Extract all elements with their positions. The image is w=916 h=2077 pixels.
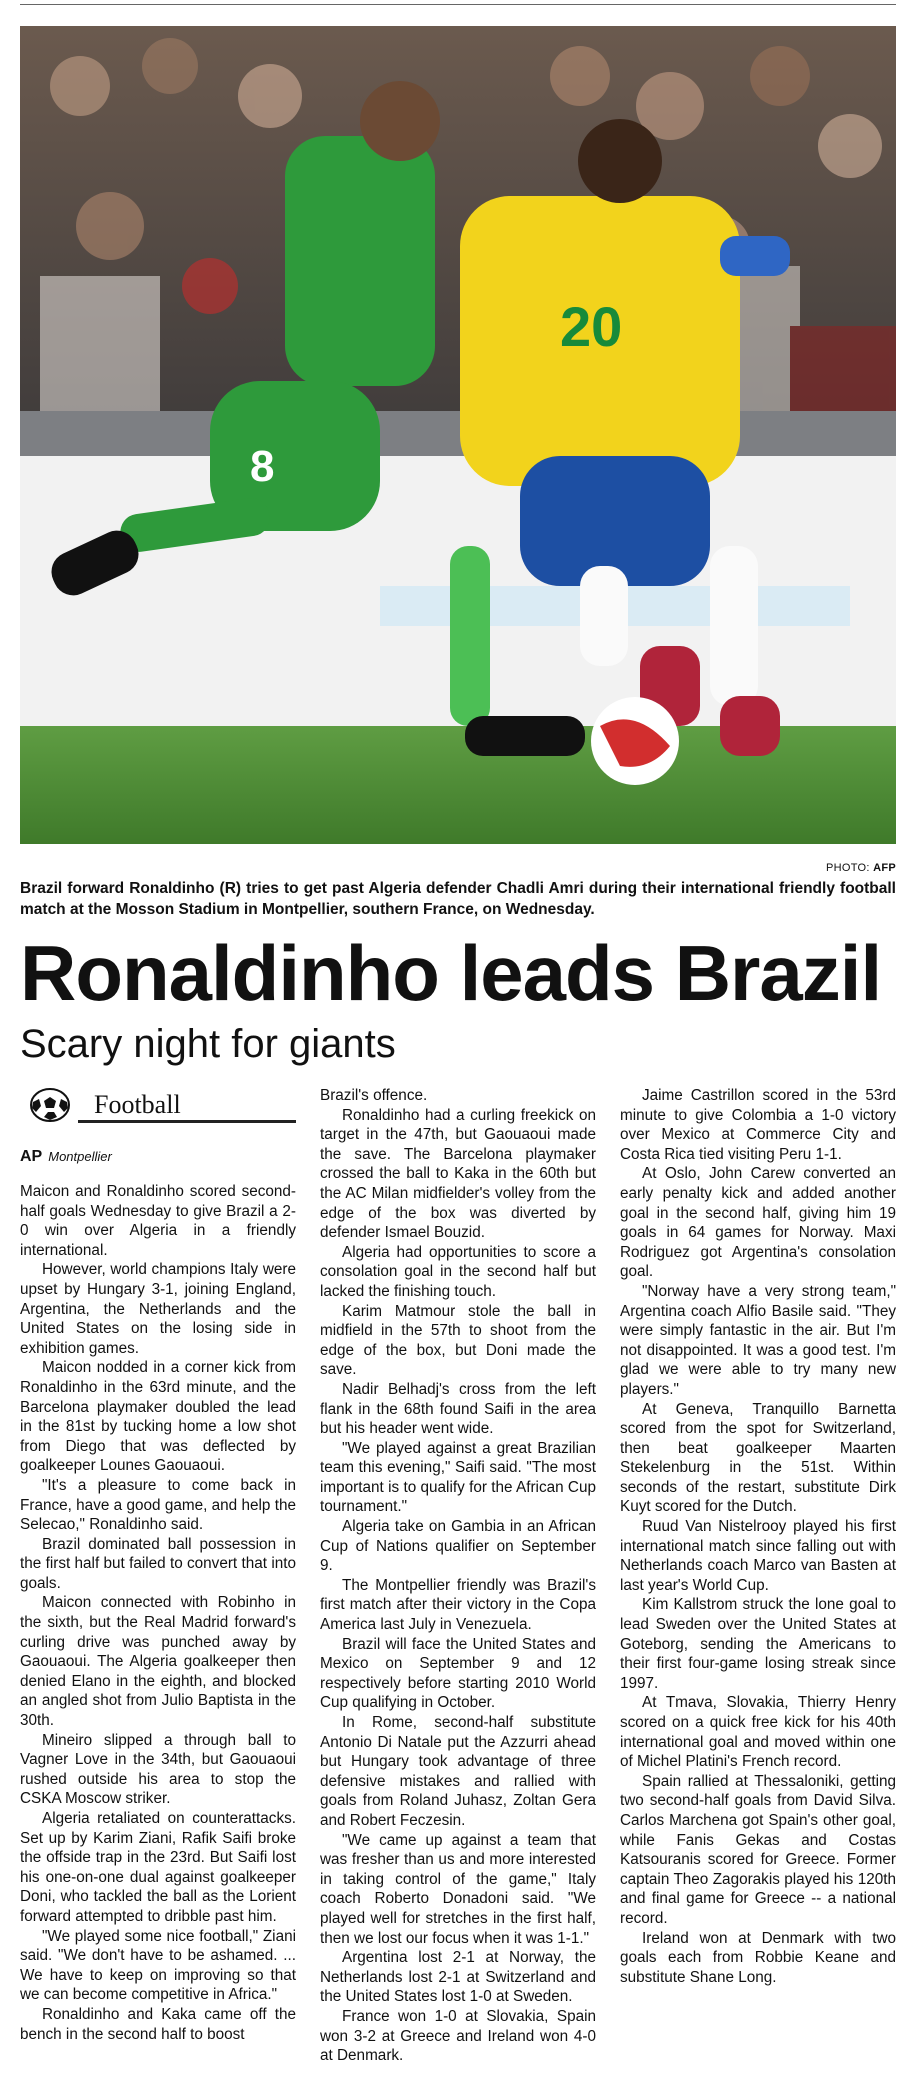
article-paragraph: Ireland won at Denmark with two goals each from Robbie Keane and substitute Shane Long. bbox=[620, 1929, 896, 1986]
article-paragraph: However, world champions Italy were upset by Hungary 3-1, joining England, Argentina, the Netherlands and the United States on the losing side in exhibition games. bbox=[20, 1261, 296, 1357]
photo-credit-label: PHOTO: bbox=[825, 862, 870, 874]
article-paragraph: The Montpellier friendly was Brazil's first match after their victory in the Copa America last July in Venezuela. bbox=[320, 1576, 596, 1634]
subheadline: Scary night for giants bbox=[20, 1022, 396, 1066]
article-paragraph: Mineiro slipped a through ball to Vagner Love in the 34th, but Gaouaoui rushed outside his area to stop the CSKA Moscow striker. bbox=[20, 1731, 296, 1808]
article-paragraph: Ronaldinho and Kaka came off the bench in the second half to boost bbox=[20, 2005, 296, 2043]
article-paragraph: Algeria had opportunities to score a consolation goal in the second half but lacked the finishing touch. bbox=[320, 1243, 596, 1300]
article-paragraph: "We played against a great Brazilian team this evening," Saifi said. "The most important is to qualify for the African Cup tournament." bbox=[320, 1439, 596, 1516]
article-paragraph: Algeria take on Gambia in an African Cup of Nations qualifier on September 9. bbox=[320, 1518, 596, 1575]
article-paragraph: Brazil will face the United States and Mexico on September 9 and 12 respectively before starting 2010 World Cup qualifying in October. bbox=[320, 1635, 596, 1712]
article-column-1 bbox=[20, 1182, 296, 2044]
article-paragraph: Maicon nodded in a corner kick from Ronaldinho in the 63rd minute, and the Barcelona playmaker doubled the lead in the 81st by tucking home a low shot from Diego that was deflected by goalkeeper Lounes Gaouaoui. bbox=[20, 1359, 296, 1475]
byline-location: Montpellier bbox=[48, 1149, 112, 1164]
article-paragraph: Karim Matmour stole the ball in midfield in the 57th to shoot from the edge of the box, but Doni made the save. bbox=[320, 1302, 596, 1379]
article-paragraph: Nadir Belhadj's cross from the left flank in the 68th found Saifi in the area but his header went wide. bbox=[320, 1380, 596, 1438]
article-paragraph: Ruud Van Nistelrooy played his first international match since falling out with Netherlands coach Marco van Basten at last year's World Cup. bbox=[620, 1518, 896, 1594]
article-paragraph: Algeria retaliated on counterattacks. Set up by Karim Ziani, Rafik Saifi broke the offside trap in the 23rd. But Saifi lost his one-on-one dual against goalkeeper Doni, who tackled the ball as the Lorient forward attempted to dribble past him. bbox=[20, 1810, 296, 1925]
article-paragraph: In Rome, second-half substitute Antonio Di Natale put the Azzurri ahead but Hungary took advantage of three defensive mistakes and rallied with goals from Roland Juhasz, Zoltan Gera and Robert Feczesin. bbox=[320, 1714, 596, 1829]
article-paragraph: Brazil dominated ball possession in the first half but failed to convert that into goals. bbox=[20, 1535, 296, 1592]
article-paragraph: France won 1-0 at Slovakia, Spain won 3-2 at Greece and Ireland won 4-0 at Denmark. bbox=[320, 2007, 596, 2065]
headline: Ronaldinho leads Brazil bbox=[20, 929, 882, 1017]
article-paragraph: Jaime Castrillon scored in the 53rd minute to give Colombia a 1-0 victory over Mexico at Commerce City and Costa Rica tied visiting Peru 1-1. bbox=[620, 1087, 896, 1163]
top-rule bbox=[20, 4, 896, 5]
photo-credit bbox=[826, 862, 896, 874]
photo-credit-source: AFP bbox=[873, 862, 896, 874]
photo-caption: Brazil forward Ronaldinho (R) tries to get past Algeria defender Chadli Amri during their international friendly football match at the Mosson Stadium in Montpellier, southern France, on Wednesday. bbox=[20, 880, 896, 918]
article-paragraph: At Tmava, Slovakia, Thierry Henry scored on a quick free kick for his 40th international goal and moved within one of Michel Platini's French record. bbox=[620, 1694, 896, 1771]
article-paragraph: At Oslo, John Carew converted an early penalty kick and added another goal in the second half, giving him 19 goals in 64 games for Norway. Maxi Rodriguez got Argentina's consolation goal. bbox=[620, 1165, 896, 1281]
article-paragraph: Ronaldinho had a curling freekick on target in the 47th, but Gaouaoui made the save. The Barcelona playmaker crossed the ball to Kaka in the 60th but the AC Milan midfielder's volley from the edge of the box was diverted by defender Ismael Bouzid. bbox=[320, 1106, 596, 1242]
article-paragraph: "Norway have a very strong team," Argentina coach Alfio Basile said. "They were simply fantastic in the air. But I'm not disappointed. It was a good test. I'm glad we were able to try many new players." bbox=[620, 1282, 896, 1398]
section-tag-label: Football bbox=[94, 1090, 181, 1119]
article-paragraph: At Geneva, Tranquillo Barnetta scored from the spot for Switzerland, then beat goalkeeper Maarten Stekelenburg in the 51st. Within seconds of the restart, substitute Dirk Kuyt scored for the Dutch. bbox=[620, 1400, 896, 1516]
section-tag-rule bbox=[78, 1120, 296, 1123]
article-paragraph: Argentina lost 2-1 at Norway, the Netherlands lost 2-1 at Switzerland and the United States lost 1-0 at Sweden. bbox=[320, 1949, 596, 2006]
section-tag bbox=[20, 1084, 296, 1126]
article-paragraph: Maicon connected with Robinho in the sixth, but the Real Madrid forward's curling drive was punched away by Gaouaoui. The Algeria goalkeeper then denied Elano in the eighth, and blocked an angled shot from Julio Baptista in the 30th. bbox=[20, 1594, 296, 1730]
match-photo-illustration bbox=[20, 26, 896, 844]
article-paragraph: Brazil's offence. bbox=[320, 1087, 428, 1104]
match-photo bbox=[20, 26, 896, 844]
article-paragraph: "We played some nice football," Ziani said. "We don't have to be ashamed. ... We have to keep on improving so that we can become competitive in Africa." bbox=[20, 1927, 296, 2004]
byline bbox=[20, 1148, 112, 1166]
article-paragraph: Maicon and Ronaldinho scored second-half goals Wednesday to give Brazil a 2-0 win over Algeria in a friendly international. bbox=[20, 1183, 296, 1259]
player-right-number: 20 bbox=[560, 295, 623, 358]
player-left-number: 8 bbox=[250, 442, 275, 491]
article-column-2 bbox=[320, 1086, 596, 2066]
article-paragraph: Spain rallied at Thessaloniki, getting two second-half goals from David Silva. Carlos Marchena got Spain's other goal, while Fanis Gekas and Costas Katsouranis scored for Greece. Former captain Theo Zagorakis played his 120th and final game for Greece -- a national record. bbox=[620, 1772, 896, 1927]
article-column-3 bbox=[620, 1086, 896, 1987]
byline-agency: AP bbox=[20, 1148, 43, 1165]
article-paragraph: Kim Kallstrom struck the lone goal to lead Sweden over the United States at Goteborg, sending the Americans to their first four-game losing streak since 1997. bbox=[620, 1596, 896, 1692]
article-paragraph: "It's a pleasure to come back in France, have a good game, and help the Selecao," Ronaldinho said. bbox=[20, 1476, 296, 1534]
article-paragraph: "We came up against a team that was fresher than us and more interested in taking control of the game," Italy coach Roberto Donadoni said. "We played well for stretches in the first half, then we lost our focus when it was 1-1." bbox=[320, 1831, 596, 1947]
soccer-ball-icon bbox=[30, 1088, 70, 1122]
